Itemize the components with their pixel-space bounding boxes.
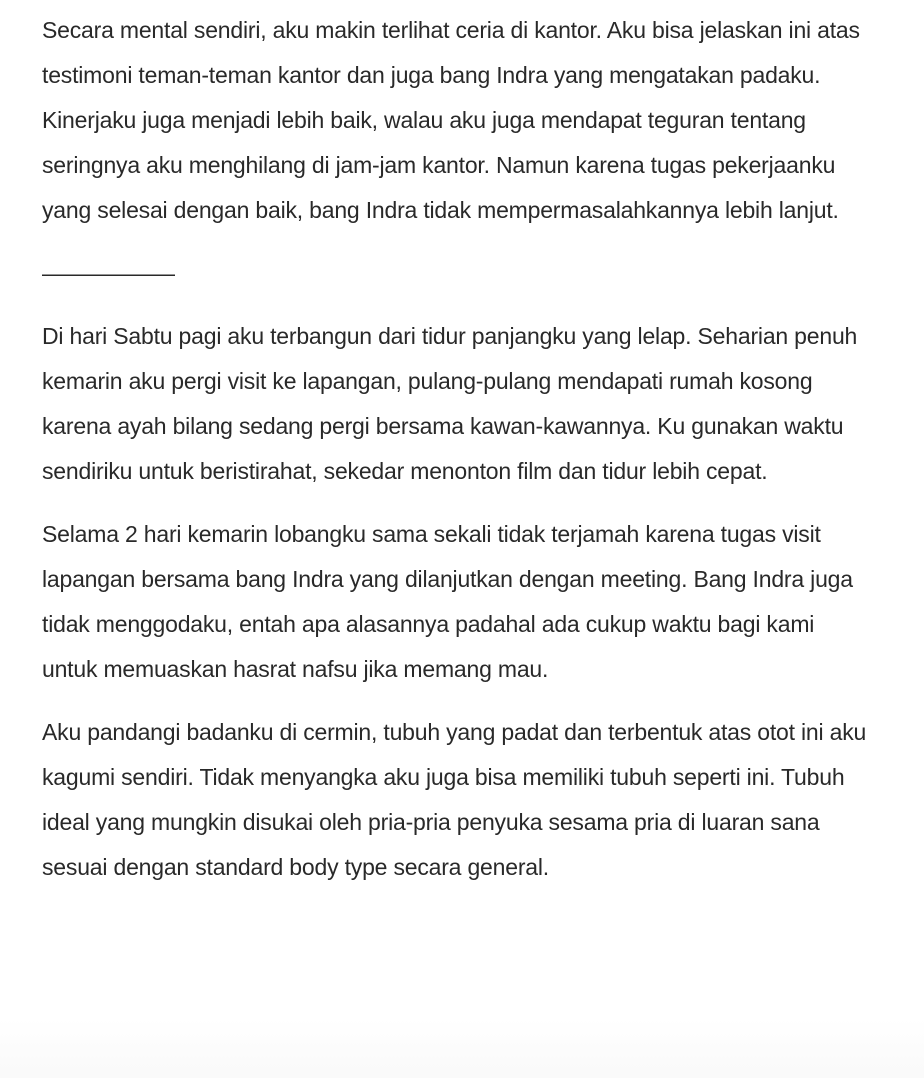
- paragraph: Aku pandangi badanku di cermin, tubuh yang padat dan terbentuk atas otot ini aku kagumi sendiri. Tidak menyangka aku juga bisa memiliki tubuh seperti ini. Tubuh ideal yang mungkin disukai oleh pria-pria penyuka sesama pria di luaran sana sesuai dengan standard body type secara general.: [42, 719, 867, 880]
- paragraph: Di hari Sabtu pagi aku terbangun dari tidur panjangku yang lelap. Seharian penuh kemarin aku pergi visit ke lapangan, pulang-pulang mendapati rumah kosong karena ayah bilang sedang pergi bersama kawan-kawannya. Ku gunakan waktu sendiriku untuk beristirahat, sekedar menonton film dan tidur lebih cepat.: [42, 323, 858, 484]
- paragraph: Selama 2 hari kemarin lobangku sama sekali tidak terjamah karena tugas visit lapangan bersama bang Indra yang dilanjutkan dengan meeting. Bang Indra juga tidak menggodaku, entah apa alasannya padahal ada cukup waktu bagi kami untuk memuaskan hasrat nafsu jika memang mau.: [42, 521, 853, 682]
- paragraph: Secara mental sendiri, aku makin terlihat ceria di kantor. Aku bisa jelaskan ini atas testimoni teman-teman kantor dan juga bang Indra yang mengatakan padaku. Kinerjaku juga menjadi lebih baik, walau aku juga mendapat teguran tentang seringnya aku menghilang di jam-jam kantor. Namun karena tugas pekerjaanku yang selesai dengan baik, bang Indra tidak mempermasalahkannya lebih lanjut.: [42, 17, 860, 223]
- article-body: [42, 8, 872, 890]
- section-separator: ——————: [42, 260, 174, 286]
- bottom-fade: [0, 1018, 924, 1078]
